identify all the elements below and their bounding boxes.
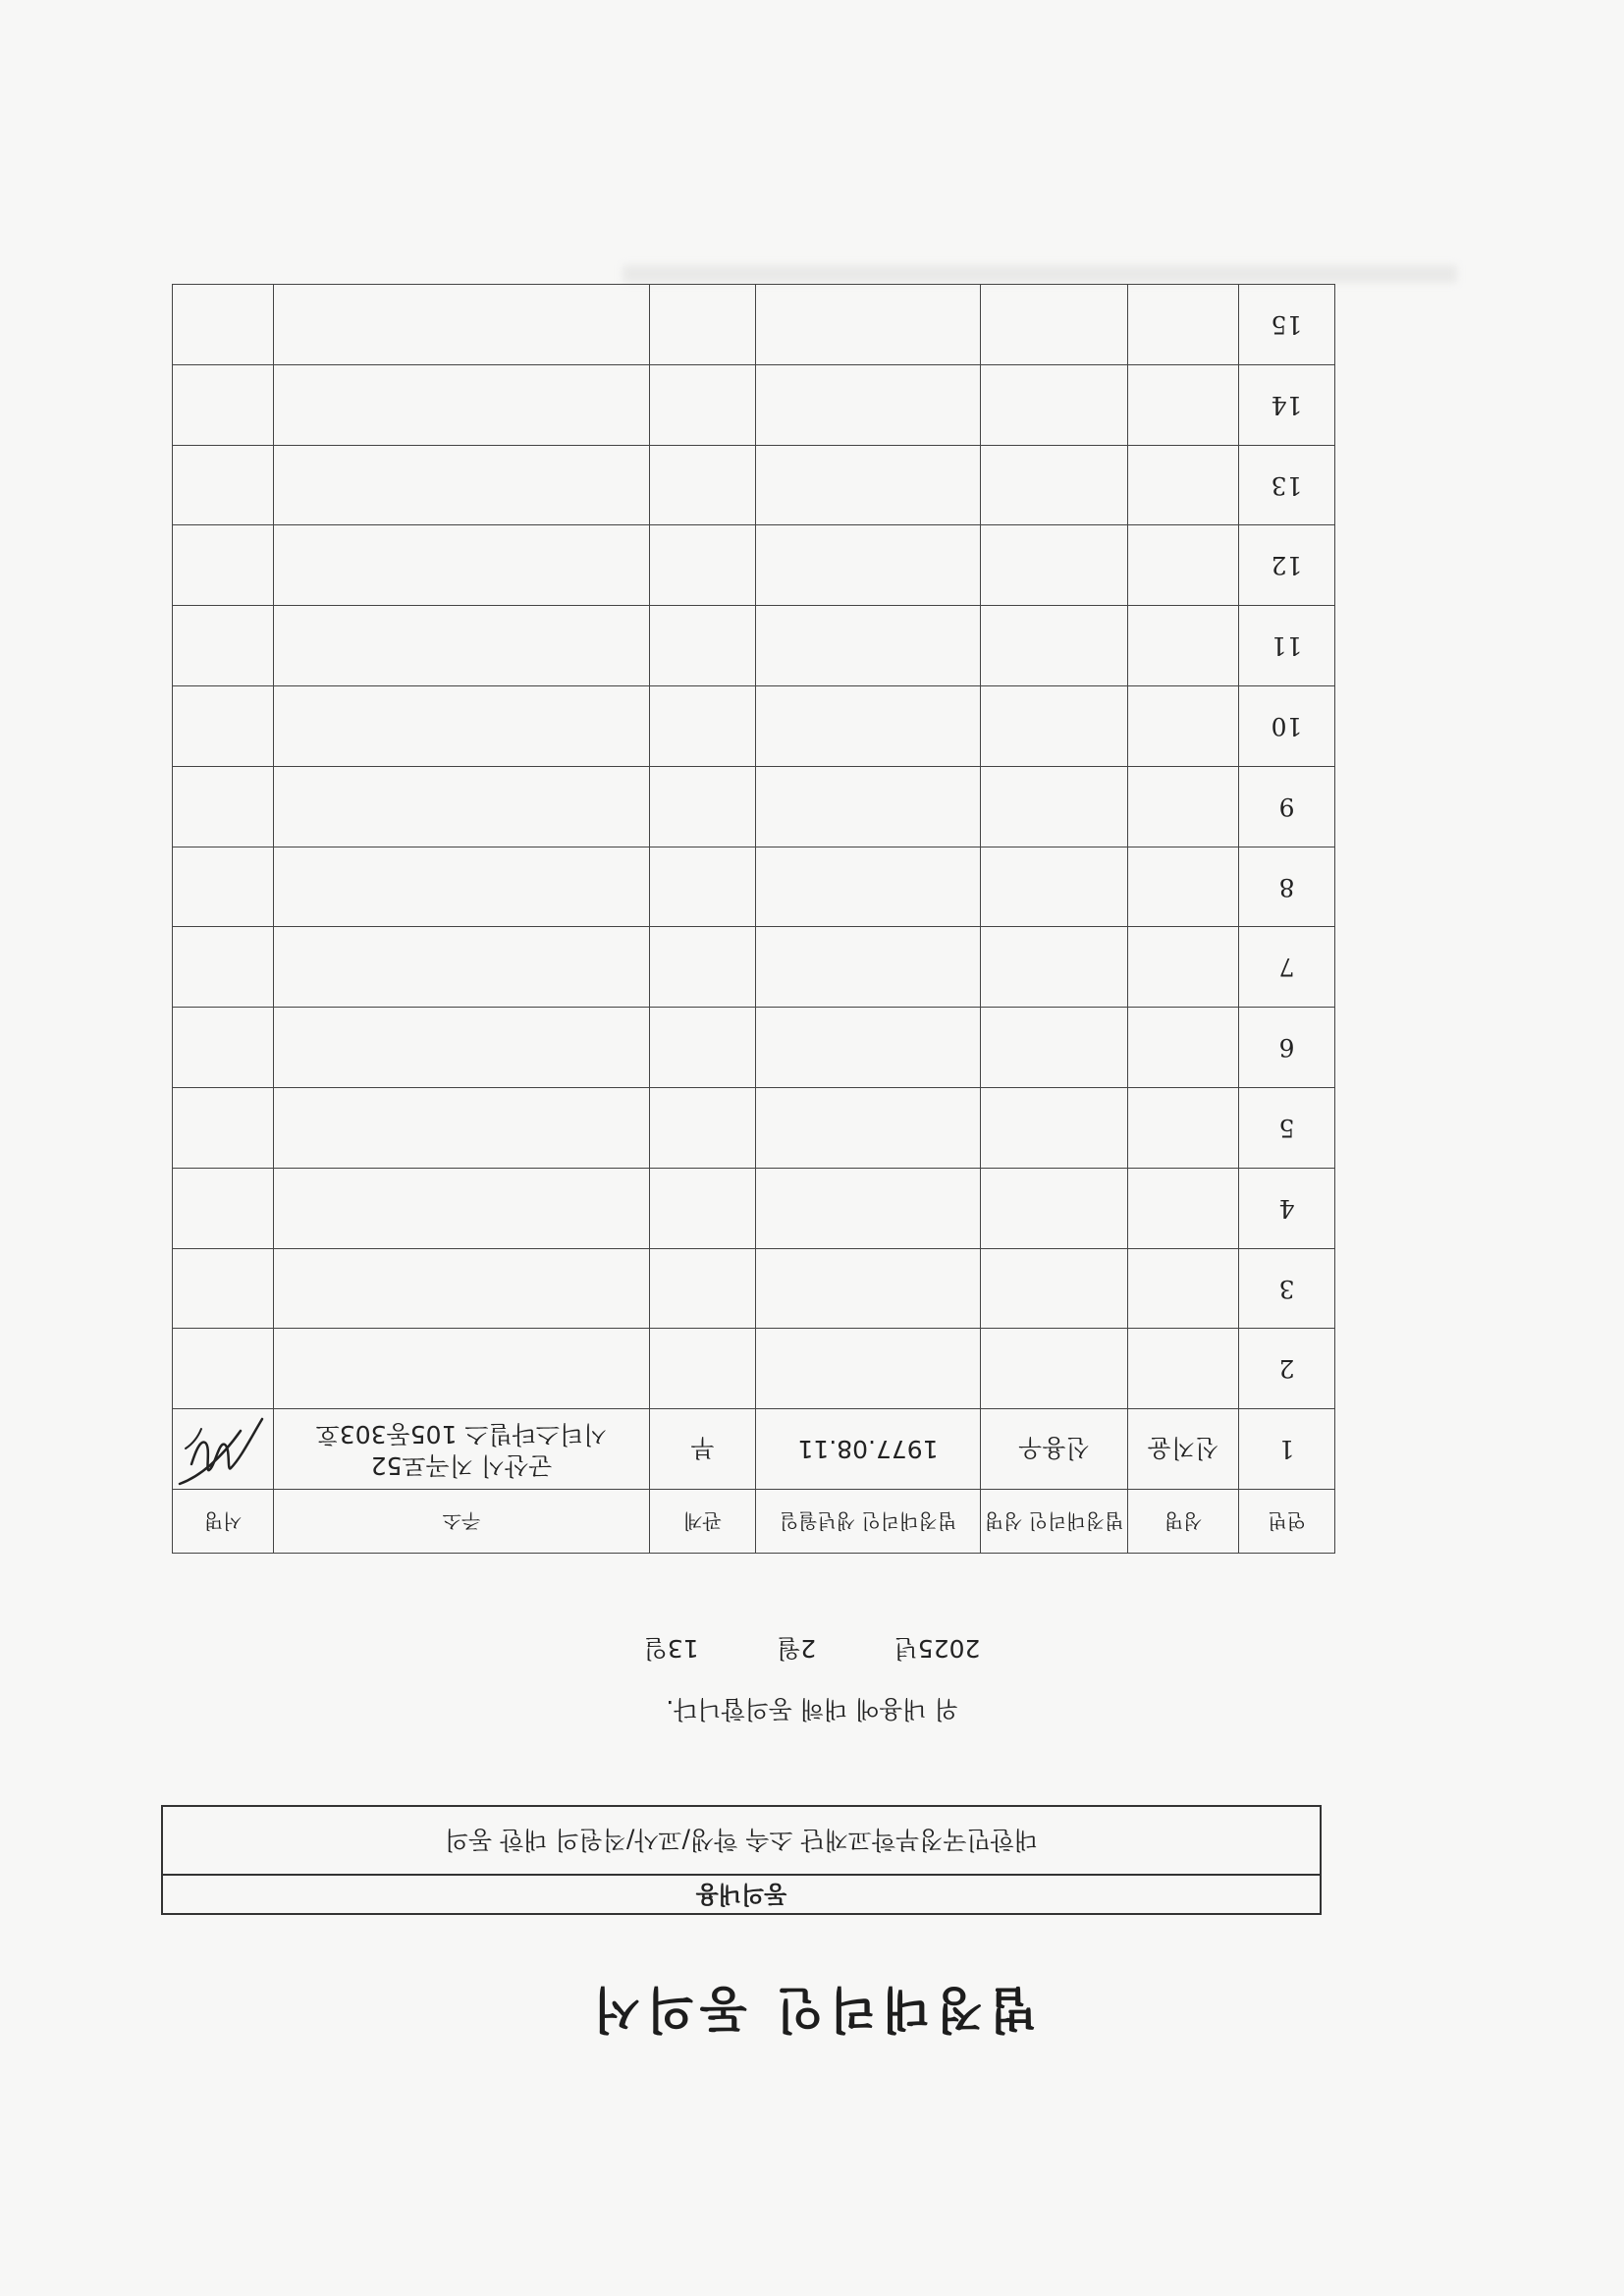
table-row [173, 1329, 1335, 1409]
table-row [173, 445, 1335, 525]
row-no: 1 [1239, 1409, 1335, 1490]
row-signature [173, 1409, 274, 1490]
table-row [173, 285, 1335, 365]
row-no: 5 [1239, 1088, 1335, 1169]
date-row [0, 1632, 1624, 1667]
header-no: 연번 [1239, 1490, 1335, 1554]
agreement-statement: 위 내용에 대해 동의합니다. [666, 1695, 958, 1723]
table-row [173, 686, 1335, 767]
row-no: 13 [1239, 445, 1335, 525]
row-no: 4 [1239, 1168, 1335, 1248]
date-month: 2월 [777, 1634, 817, 1663]
row-no: 9 [1239, 766, 1335, 847]
consent-box [161, 1805, 1322, 1915]
guardian-table [172, 284, 1335, 1554]
row-no: 12 [1239, 525, 1335, 606]
table-row [173, 1088, 1335, 1169]
consent-header: 동의내용 [163, 1874, 1320, 1913]
date-year: 2025년 [893, 1634, 981, 1663]
table-row [173, 525, 1335, 606]
table-row [173, 1409, 1335, 1490]
handwritten-signature [176, 1411, 270, 1488]
row-name: 신지윤 [1128, 1409, 1239, 1490]
row-relation: 부 [650, 1409, 756, 1490]
row-no: 11 [1239, 606, 1335, 686]
row-guardian-name: 신용우 [981, 1409, 1128, 1490]
table-row [173, 606, 1335, 686]
row-address [274, 1409, 650, 1490]
table-row [173, 1168, 1335, 1248]
row-no: 7 [1239, 927, 1335, 1008]
header-name: 성명 [1128, 1490, 1239, 1554]
table-row [173, 1248, 1335, 1329]
consent-body: 대한민국정부학교재단 소속 학생/교사/직원의 대한 동의 [444, 1826, 1039, 1854]
document-title: 법정대리인 동의서 [587, 1981, 1037, 2038]
row-no: 15 [1239, 285, 1335, 365]
table-row [173, 927, 1335, 1008]
scan-artifact [623, 265, 1457, 283]
row-no: 6 [1239, 1008, 1335, 1088]
row-no: 3 [1239, 1248, 1335, 1329]
table-row [173, 1008, 1335, 1088]
table-row [173, 364, 1335, 445]
row-no: 2 [1239, 1329, 1335, 1409]
header-relation: 관계 [650, 1490, 756, 1554]
table-row [173, 847, 1335, 927]
table-header-row [173, 1490, 1335, 1554]
address-line-1: 군산시 지곡로52 [370, 1450, 553, 1480]
row-no: 8 [1239, 847, 1335, 927]
header-guardian-name: 법정대리인 성명 [981, 1490, 1128, 1554]
row-guardian-birth: 1977.08.11 [756, 1409, 981, 1490]
row-no: 10 [1239, 686, 1335, 767]
table-row [173, 766, 1335, 847]
date-day: 13일 [643, 1634, 699, 1663]
header-address: 주소 [274, 1490, 650, 1554]
header-signature: 서명 [173, 1490, 274, 1554]
row-no: 14 [1239, 364, 1335, 445]
header-guardian-birth: 법정대리인 생년월일 [756, 1490, 981, 1554]
address-line-2: 시티스타빌스 105동303호 [315, 1419, 608, 1449]
